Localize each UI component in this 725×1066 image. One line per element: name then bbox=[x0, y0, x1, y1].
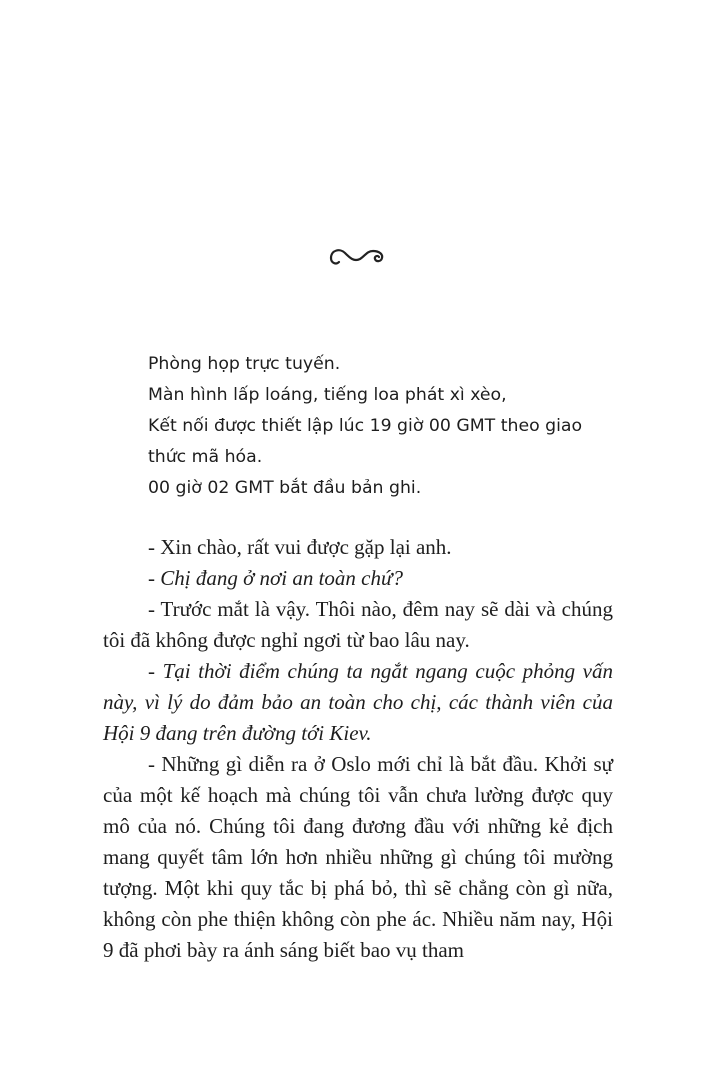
dialogue-line: - Trước mắt là vậy. Thôi nào, đêm nay sẽ dài và chúng tôi đã không được nghỉ ngơi từ bao lâu nay. bbox=[103, 597, 613, 652]
intro-line: Màn hình lấp loáng, tiếng loa phát xì xèo, bbox=[148, 385, 507, 405]
intro-block bbox=[148, 349, 618, 504]
dialogue-line: - Xin chào, rất vui được gặp lại anh. bbox=[148, 535, 452, 559]
dialogue-block bbox=[103, 532, 613, 966]
intro-line: Kết nối được thiết lập lúc 19 giờ 00 GMT theo giao thức mã hóa. bbox=[148, 416, 583, 467]
dialogue-line: - Những gì diễn ra ở Oslo mới chỉ là bắt đầu. Khởi sự của một kế hoạch mà chúng tôi vẫn chưa lường được quy mô của nó. Chúng tôi đang đương đầu với những kẻ địch mang quyết tâm lớn hơn nhiều những gì chúng tôi mường tượng. Một khi quy tắc bị phá bỏ, thì sẽ chẳng còn gì nữa, không còn phe thiện không còn phe ác. Nhiều năm nay, Hội 9 đã phơi bày ra ánh sáng biết bao vụ tham bbox=[103, 752, 613, 962]
intro-line: 00 giờ 02 GMT bắt đầu bản ghi. bbox=[148, 478, 422, 498]
dialogue-line-italic: - Chị đang ở nơi an toàn chứ? bbox=[148, 566, 403, 590]
dialogue-line-italic: - Tại thời điểm chúng ta ngắt ngang cuộc phỏng vấn này, vì lý do đảm bảo an toàn cho chị, các thành viên của Hội 9 đang trên đường tới Kiev. bbox=[103, 659, 613, 745]
intro-line: Phòng họp trực tuyến. bbox=[148, 354, 341, 374]
flourish-icon bbox=[327, 242, 387, 268]
